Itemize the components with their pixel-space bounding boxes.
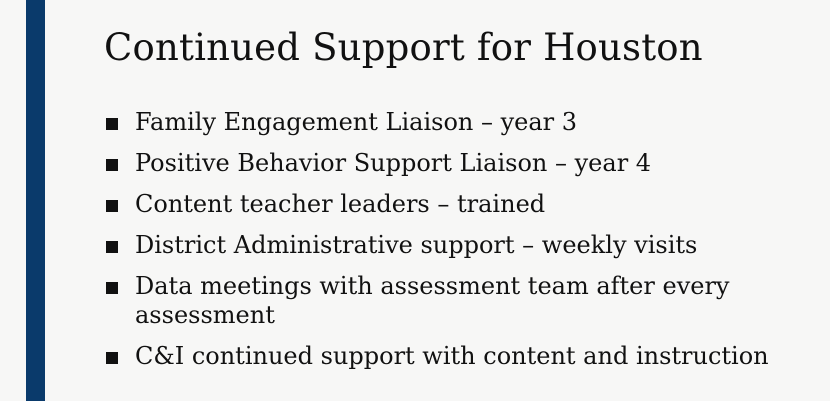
bullet-item-family-engagement <box>106 108 811 137</box>
square-bullet-icon <box>106 241 118 253</box>
bullet-item-positive-behavior <box>106 149 811 178</box>
square-bullet-icon <box>106 352 118 364</box>
bullet-item-ci-support <box>106 342 811 371</box>
square-bullet-icon <box>106 159 118 171</box>
bullet-item-data-meetings <box>106 272 811 330</box>
bullet-text: Content teacher leaders – trained <box>135 190 546 218</box>
slide-title: Continued Support for Houston <box>104 26 703 69</box>
square-bullet-icon <box>106 118 118 130</box>
bullet-list <box>106 108 811 383</box>
accent-bar <box>26 0 45 401</box>
bullet-text: District Administrative support – weekly visits <box>135 231 698 259</box>
square-bullet-icon <box>106 200 118 212</box>
bullet-text: Data meetings with assessment team after every assessment <box>135 272 730 329</box>
bullet-item-district-admin-support <box>106 231 811 260</box>
bullet-text: Positive Behavior Support Liaison – year 4 <box>135 149 652 177</box>
bullet-text: C&I continued support with content and instruction <box>135 342 769 370</box>
square-bullet-icon <box>106 282 118 294</box>
bullet-item-content-teacher-leaders <box>106 190 811 219</box>
bullet-text: Family Engagement Liaison – year 3 <box>135 108 578 136</box>
